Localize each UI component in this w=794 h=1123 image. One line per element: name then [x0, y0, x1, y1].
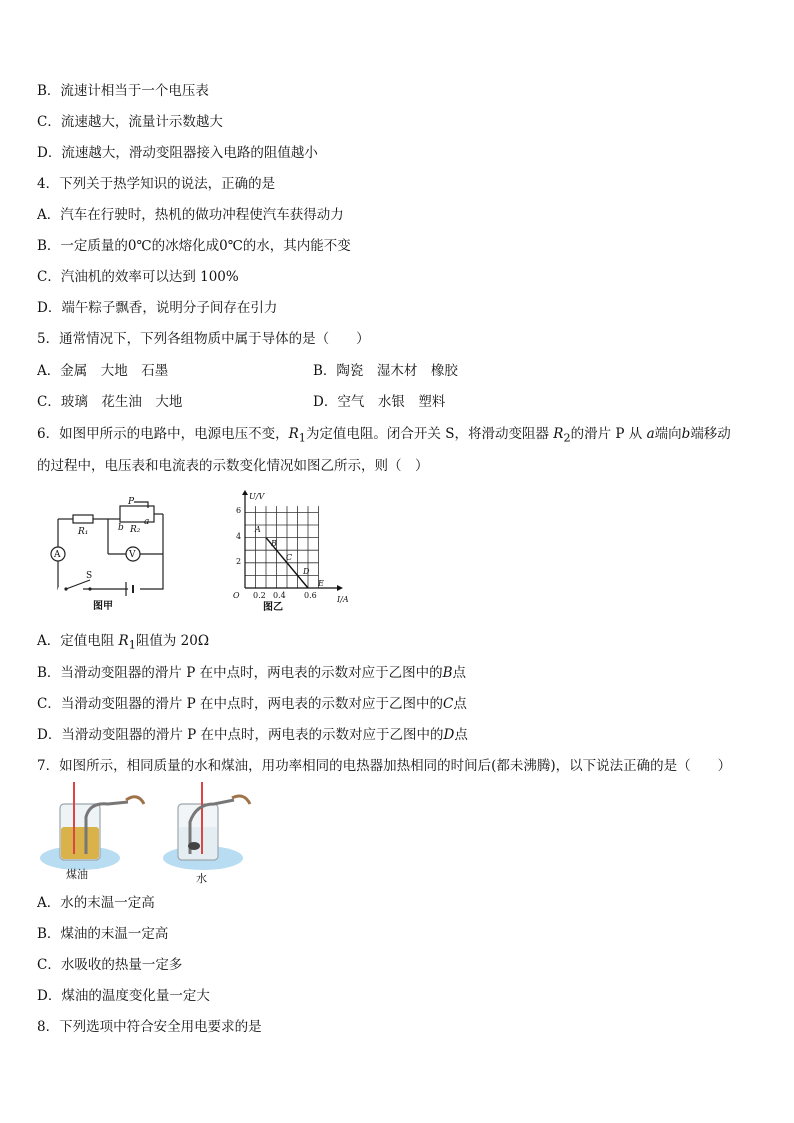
- q4-stem: 4．下列关于热学知识的说法，正确的是: [37, 176, 276, 192]
- q4-option-b: B．一定质量的0℃的冰熔化成0℃的水，其内能不变: [37, 238, 351, 254]
- ytick-2: 2: [236, 557, 242, 566]
- q7-stem: 7．如图所示，相同质量的水和煤油，用功率相同的电热器加热相同的时间后(都未沸腾)，以下说法正确的是（ ）: [37, 758, 732, 774]
- q7-option-b: B．煤油的末温一定高: [37, 926, 169, 942]
- q6-stem-line2: 的过程中，电压表和电流表的示数变化情况如图乙所示，则（ ）: [37, 458, 429, 474]
- q7-option-c: C．水吸收的热量一定多: [37, 957, 183, 973]
- q7-option-a: A．水的末温一定高: [37, 895, 155, 911]
- q8-stem: 8．下列选项中符合安全用电要求的是: [37, 1019, 262, 1035]
- xtick-0.6: 0.6: [304, 591, 317, 600]
- point-b-label: B: [271, 539, 277, 548]
- ytick-4: 4: [236, 532, 242, 541]
- fig1-caption: 图甲: [93, 601, 113, 612]
- q4-option-c: C．汽油机的效率可以达到 100%: [37, 269, 239, 285]
- q7-option-d: D．煤油的温度变化量一定大: [37, 988, 210, 1004]
- xtick-0.2: 0.2: [253, 591, 266, 600]
- q3-option-b: B．流速计相当于一个电压表: [37, 83, 209, 99]
- end-b-label: b: [118, 523, 124, 533]
- origin-label: O: [233, 591, 240, 600]
- ui-graph: [205, 490, 355, 615]
- point-a-label: A: [255, 525, 261, 534]
- q6-option-a: A．定值电阻 $R_1$阻值为 20Ω: [37, 633, 210, 652]
- q4-option-d: D．端午粽子飘香，说明分子间存在引力: [37, 300, 278, 316]
- circuit-diagram: [38, 494, 183, 614]
- q3-option-d: D．流速越大，滑动变阻器接入电路的阻值越小: [37, 145, 318, 161]
- q5-option-a: A．金属 大地 石墨: [37, 363, 169, 379]
- q6-option-b: B．当滑动变阻器的滑片 P 在中点时，两电表的示数对应于乙图中的B点: [37, 665, 467, 681]
- point-c-label: C: [286, 553, 293, 562]
- r1-label: R₁: [78, 527, 89, 537]
- switch-label: S: [86, 571, 93, 581]
- water-label: 水: [196, 872, 207, 885]
- point-d-label: D: [303, 567, 310, 576]
- r1-resistor: [73, 515, 93, 523]
- voltmeter-label: V: [129, 550, 136, 560]
- water-beaker: [163, 782, 250, 870]
- kerosene-beaker: [40, 782, 144, 870]
- ytick-6: 6: [236, 506, 242, 515]
- q6-option-c: C．当滑动变阻器的滑片 P 在中点时，两电表的示数对应于乙图中的C点: [37, 696, 467, 712]
- q6-option-d: D．当滑动变阻器的滑片 P 在中点时，两电表的示数对应于乙图中的D点: [37, 727, 468, 743]
- q5-option-c: C．玻璃 花生油 大地: [37, 394, 183, 410]
- slider-p-label: P: [128, 497, 135, 507]
- q6-stem-line1: 6．如图甲所示的电路中，电源电压不变，$R_1$为定值电阻。闭合开关 S，将滑动变阻器 $R_2$的滑片 P 从 a端向b端移动: [37, 426, 731, 445]
- point-e-label: E: [318, 579, 324, 588]
- r2-label: R₂: [130, 525, 141, 535]
- kerosene-label: 煤油: [66, 868, 88, 881]
- fig2-caption: 图乙: [263, 602, 283, 613]
- q5-stem: 5．通常情况下，下列各组物质中属于导体的是（ ）: [37, 331, 370, 347]
- end-a-label: a: [144, 517, 150, 527]
- xtick-0.4: 0.4: [273, 591, 286, 600]
- q5-option-b: B．陶瓷 湿木材 橡胶: [313, 363, 458, 379]
- q4-option-a: A．汽车在行驶时，热机的做功冲程使汽车获得动力: [37, 207, 344, 223]
- q3-option-c: C．流速越大，流量计示数越大: [37, 114, 223, 130]
- x-axis-label: I/A: [337, 595, 349, 604]
- ammeter-label: A: [54, 550, 61, 560]
- heating-experiment-figure: [38, 782, 268, 887]
- q5-option-d: D．空气 水银 塑料: [313, 394, 446, 410]
- y-axis-label: U/V: [249, 492, 265, 501]
